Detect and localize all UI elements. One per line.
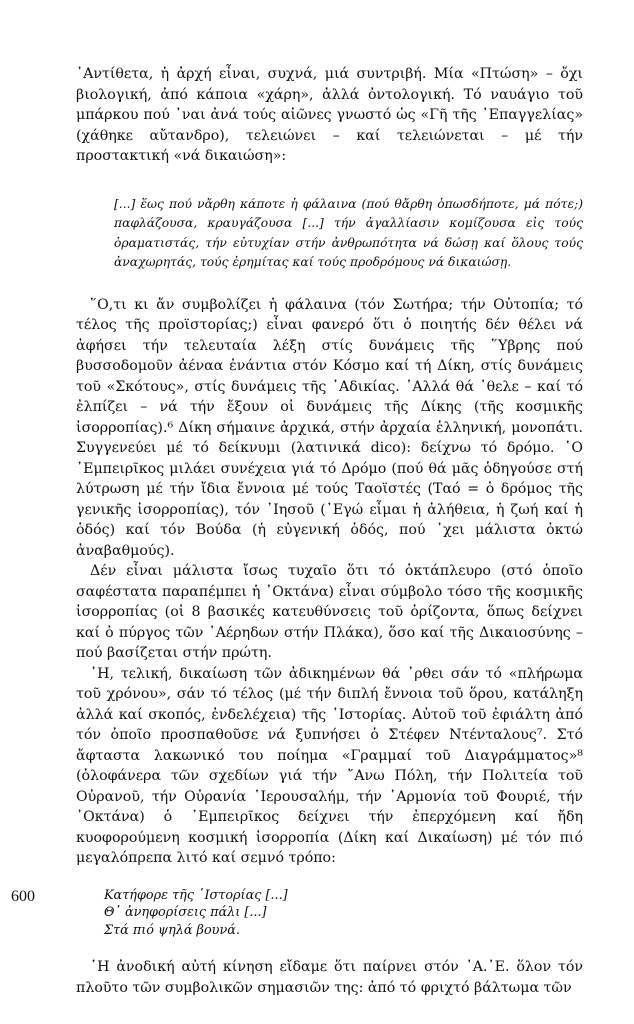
verse-line-3: Στά πιό ψηλά βουνά. (104, 922, 240, 938)
block-quote: [...] ἕως πού νἄρθη κάποτε ἡ φάλαινα (πού θἄρθη ὁπωσδήποτε, μά πότε;) παφλάζουσα, κραυγάζουσα [...] τήν ἀγαλλίασιν κομίζουσα εἰς τούς ὁραματιστάς, τήν εὐτυχίαν στήν ἀνθρωπότητα νά δώσῃ καί ὅλους τούς ἀναχωρητάς, τούς ἐρημίτας καί τούς προδρόμους νά δικαιώσῃ. (114, 196, 583, 269)
paragraph-1: ᾿Αντίθετα, ἡ ἀρχή εἶναι, συχνά, μιά συντριβή. Μία «Πτώση» – ὄχι βιολογική, ἀπό κάποια «χάρη», ἀλλά ὀντολογική. Τό ναυάγιο τοῦ μπάρκου πού ᾿ναι ἀνά τούς αἰῶνες γνωστό ὡς «Γῆ τῆς ᾿Επαγγελίας» (χάθηκε αὔτανδρο), τελειώνει – καί τελειώνεται – μέ τήν προστακτική «νά δικαιώση»: (76, 66, 583, 164)
paragraph-4: ῾Η, τελική, δικαίωση τῶν ἀδικημένων θά ᾿ρθει σάν τό «πλήρωμα τοῦ χρόνου», σάν τό τέλος (μέ τήν διπλή ἔννοια τοῦ ὅρου, κατάληξη ἀλλά καί σκοπός, ἐνδελέχεια) τῆς ῾Ιστορίας. Αὐτοῦ τοῦ ἐφιάλτη ἀπό τόν ὁποῖο προσπαθοῦσε νά ξυπνήσει ὁ Στέφεν Ντένταλους⁷. Στό ἄφταστα λακωνικό του ποίημα «Γραμμαί τοῦ Διαγράμματος»⁸ (ὁλοφάνερα τῶν σχεδίων γιά τήν ῎Ανω Πόλη, τήν Πολιτεία τοῦ Οὐρανοῦ, τήν Οὐρανία ῾Ιερουσαλήμ, τήν ῾Αρμονία τοῦ Φουριέ, τήν ᾿Οκτάνα) ὁ ᾿Εμπειρῖκος δείχνει τήν ἐπερχόμενη καί ἤδη κυοφορούμενη κοσμική ἰσορροπία (Δίκη καί Δικαίωση) μέ τόν πιό μεγαλόπρεπα λιτό καί σεμνό τρόπο: (76, 665, 583, 866)
verse-line-2: Θ᾿ ἀνηφορίσεις πάλι [...] (104, 905, 267, 920)
paragraph-2: ῞Ο,τι κι ἄν συμβολίζει ἡ φάλαινα (τόν Σωτήρα; τήν Οὐτοπία; τό τέλος τῆς προϊστορίας;) εἶναι φανερό ὅτι ὁ ποιητής δέν θέλει νά ἀφήσει τήν τελευταία λέξη στίς δυνάμεις τῆς ῞Υβρης πού βυσσοδομοῦν ἀέναα ἐνάντια στόν Κόσμο καί τή Δίκη, στίς δυνάμεις τοῦ «Σκότους», στίς δυνάμεις τῆς ᾿Αδικίας. ᾿Αλλά θά ᾿θελε – καί τό ἐλπίζει – νά τήν ἔξουν οἱ δυνάμεις τῆς Δίκης (τῆς κοσμικῆς ἰσορροπίας).⁶ Δίκη σήμαινε ἀρχικά, στήν ἀρχαία ἑλληνική, μονοπάτι. Συγγενεύει μέ τό δείκνυμι (λατινικά dico): δείχνω τό δρόμο. ῾Ο ᾿Εμπειρῖκος μιλάει συνέχεια γιά τό Δρόμο (πού θά μᾶς ὁδηγούσε στή λύτρωση μέ τήν ἴδια ἔννοια μέ τούς Ταοϊστές (Ταό = ὁ δρόμος τῆς γενικῆς ἰσορροπίας), τόν ᾿Ιησοῦ (᾿Εγώ εἶμαι ἡ ἀλήθεια, ἡ ζωή καί ἡ ὁδός) καί τόν Βούδα (ἡ εὐγενική ὁδός, πού ᾿χει μάλιστα ὀκτώ ἀναβαθμούς). (76, 296, 583, 559)
page-body (76, 64, 583, 998)
page-number: 600 (11, 888, 35, 905)
verse-quote (104, 887, 583, 940)
paragraph-5: ῾Η ἀνοδική αὐτή κίνηση εἴδαμε ὅτι παίρνει στόν ᾿Α.᾿Ε. ὅλον τόν πλοῦτο τῶν συμβολικῶν σημασιῶν της: ἀπό τό φριχτό βάλτωμα τῶν (76, 959, 583, 996)
verse-line-1: Κατήφορε τῆς ῾Ιστορίας [...] (104, 887, 288, 903)
paragraph-3: Δέν εἶναι μάλιστα ἴσως τυχαῖο ὅτι τό ὀκτάπλευρο (στό ὁποῖο σαφέστατα παραπέμπει ἡ ᾿Οκτάνα) εἶναι σύμβολο τόσο τῆς κοσμικῆς ἰσορροπίας (οἱ 8 βασικές κατευθύνσεις τοῦ ὁρίζοντα, ὅπως δείχνει καί ὁ πύργος τῶν ᾿Αέρηδων στήν Πλάκα), ὅσο καί τῆς Δικαιοσύνης – πού βασίζεται στήν πρώτη. (76, 563, 583, 661)
